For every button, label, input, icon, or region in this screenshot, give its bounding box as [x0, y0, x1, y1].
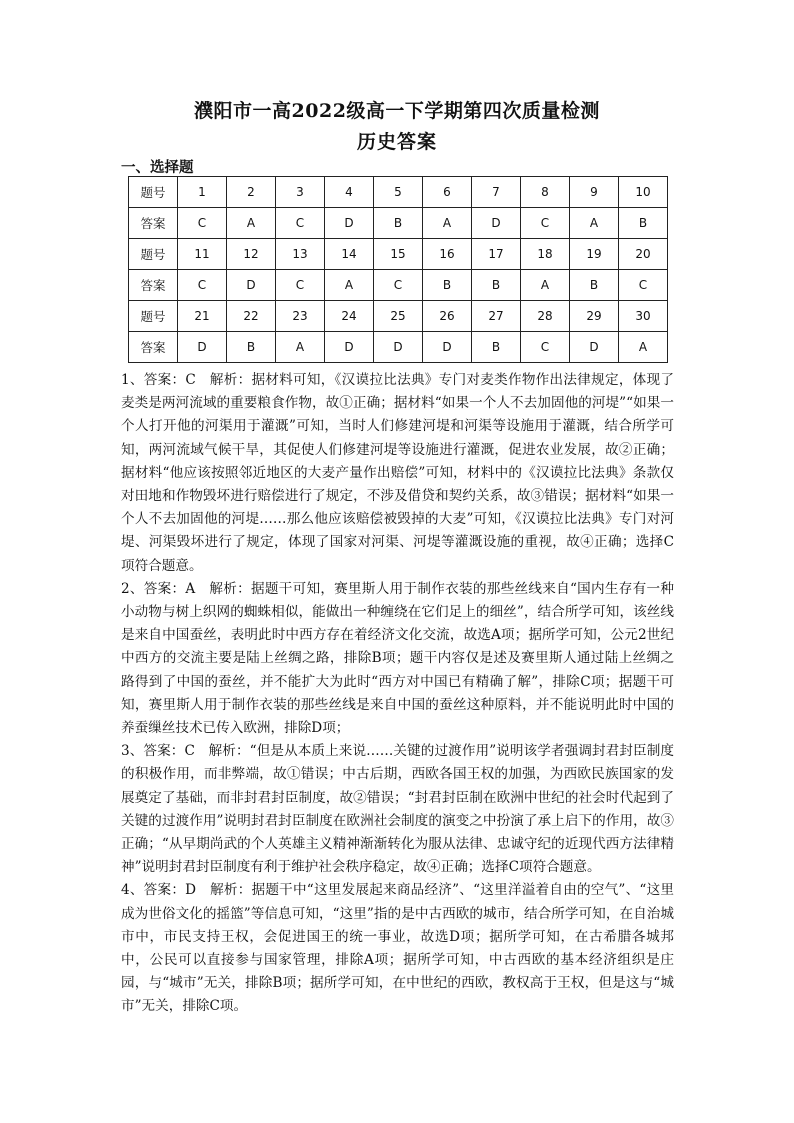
answer-cell: C	[619, 270, 668, 301]
question-number-cell: 13	[276, 239, 325, 270]
row-label: 题号	[129, 177, 178, 208]
question-number-cell: 26	[423, 301, 472, 332]
answer-cell: D	[178, 332, 227, 363]
question-number-cell: 7	[472, 177, 521, 208]
answer-cell: D	[227, 270, 276, 301]
question-number-cell: 15	[374, 239, 423, 270]
question-number-cell: 12	[227, 239, 276, 270]
answer-cell: C	[374, 270, 423, 301]
answer-cell: D	[325, 208, 374, 239]
question-number-cell: 20	[619, 239, 668, 270]
table-row	[129, 332, 668, 363]
table-row	[129, 239, 668, 270]
section-heading: 一、选择题	[121, 159, 194, 176]
question-number-cell: 11	[178, 239, 227, 270]
explanations	[121, 369, 674, 1019]
answer-cell: C	[178, 270, 227, 301]
answer-cell: B	[423, 270, 472, 301]
answer-cell: B	[472, 270, 521, 301]
question-number-cell: 17	[472, 239, 521, 270]
answer-cell: D	[423, 332, 472, 363]
table-row	[129, 301, 668, 332]
answer-cell: C	[521, 332, 570, 363]
question-number-cell: 29	[570, 301, 619, 332]
row-label: 答案	[129, 208, 178, 239]
answer-cell: C	[276, 270, 325, 301]
answer-cell: B	[472, 332, 521, 363]
row-label: 答案	[129, 270, 178, 301]
question-number-cell: 9	[570, 177, 619, 208]
question-number-cell: 5	[374, 177, 423, 208]
row-label: 答案	[129, 332, 178, 363]
answer-cell: C	[178, 208, 227, 239]
answer-cell: D	[325, 332, 374, 363]
question-number-cell: 1	[178, 177, 227, 208]
question-number-cell: 3	[276, 177, 325, 208]
answer-cell: A	[619, 332, 668, 363]
answer-cell: D	[570, 332, 619, 363]
question-number-cell: 6	[423, 177, 472, 208]
answer-cell: A	[423, 208, 472, 239]
table-row	[129, 208, 668, 239]
question-number-cell: 25	[374, 301, 423, 332]
document-title: 濮阳市一高2022级高一下学期第四次质量检测	[194, 100, 600, 122]
answer-cell: D	[374, 332, 423, 363]
explanation-4: 4、答案：D 解析：据题干中“这里发展起来商品经济”、“这里洋溢着自由的空气”、“这里成为世俗文化的摇篮”等信息可知，“这里”指的是中古西欧的城市，结合所学可知，在自治城市中，市民支持王权，会促进国王的统一事业，故选D项；据所学可知，在古希腊各城邦中，公民可以直接参与国家管理，排除A项；据所学可知，中古西欧的基本经济组织是庄园，与“城市”无关，排除B项；据所学可知，在中世纪的西欧，教权高于王权，但是这与“城市”无关，排除C项。	[121, 882, 674, 1015]
question-number-cell: 2	[227, 177, 276, 208]
answer-cell: D	[472, 208, 521, 239]
question-number-cell: 19	[570, 239, 619, 270]
question-number-cell: 24	[325, 301, 374, 332]
question-number-cell: 21	[178, 301, 227, 332]
answer-table	[128, 176, 668, 363]
question-number-cell: 27	[472, 301, 521, 332]
document-subtitle: 历史答案	[356, 131, 437, 153]
question-number-cell: 8	[521, 177, 570, 208]
table-row	[129, 270, 668, 301]
explanation-2: 2、答案：A 解析：据题干可知，赛里斯人用于制作衣装的那些丝线来自“国内生存有一种小动物与树上织网的蜘蛛相似，能做出一种缠绕在它们足上的细丝”，结合所学可知，该丝线是来自中国蚕丝，表明此时中西方存在着经济文化交流，故选A项；据所学可知，公元2世纪中西方的交流主要是陆上丝绸之路，排除B项；题干内容仅是述及赛里斯人通过陆上丝绸之路得到了中国的蚕丝，并不能扩大为此时“西方对中国已有精确了解”，排除C项；据题干可知，赛里斯人用于制作衣装的那些丝线是来自中国的蚕丝这种原料，并不能说明此时中国的养蚕缫丝技术已传入欧洲，排除D项；	[121, 580, 674, 737]
question-number-cell: 22	[227, 301, 276, 332]
question-number-cell: 18	[521, 239, 570, 270]
question-number-cell: 10	[619, 177, 668, 208]
answer-cell: A	[276, 332, 325, 363]
answer-cell: B	[374, 208, 423, 239]
answer-cell: B	[619, 208, 668, 239]
answer-cell: A	[325, 270, 374, 301]
question-number-cell: 16	[423, 239, 472, 270]
question-number-cell: 30	[619, 301, 668, 332]
answer-cell: C	[521, 208, 570, 239]
question-number-cell: 14	[325, 239, 374, 270]
question-number-cell: 23	[276, 301, 325, 332]
row-label: 题号	[129, 239, 178, 270]
answer-cell: B	[570, 270, 619, 301]
answer-cell: A	[570, 208, 619, 239]
table-row	[129, 177, 668, 208]
question-number-cell: 28	[521, 301, 570, 332]
answer-cell: A	[521, 270, 570, 301]
answer-cell: C	[276, 208, 325, 239]
question-number-cell: 4	[325, 177, 374, 208]
row-label: 题号	[129, 301, 178, 332]
answer-cell: B	[227, 332, 276, 363]
explanation-3: 3、答案：C 解析：“但是从本质上来说……关键的过渡作用”说明该学者强调封君封臣制度的积极作用，而非弊端，故①错误；中古后期，西欧各国王权的加强，为西欧民族国家的发展奠定了基础，而非封君封臣制度，故②错误；“封君封臣制在欧洲中世纪的社会时代起到了关键的过渡作用”说明封君封臣制度在欧洲社会制度的演变之中扮演了承上启下的作用，故③正确；“从早期尚武的个人英雄主义精神渐渐转化为服从法律、忠诚守纪的近现代西方法律精神”说明封君封臣制度有利于维护社会秩序稳定，故④正确；选择C项符合题意。	[121, 743, 674, 876]
answer-cell: A	[227, 208, 276, 239]
explanation-1: 1、答案：C 解析：据材料可知，《汉谟拉比法典》专门对麦类作物作出法律规定，体现了麦类是两河流域的重要粮食作物，故①正确；据材料“如果一个人不去加固他的河堤”“如果一个人打开他的河渠用于灌溉”可知，当时人们修建河堤和河渠等设施用于灌溉，结合所学可知，两河流域气候干旱，其促使人们修建河堤等设施进行灌溉，促进农业发展，故②正确；据材料“他应该按照邻近地区的大麦产量作出赔偿”可知，材料中的《汉谟拉比法典》条款仅对田地和作物毁坏进行赔偿进行了规定，不涉及借贷和契约关系，故③错误；据材料“如果一个人不去加固他的河堤……那么他应该赔偿被毁掉的大麦”可知，《汉谟拉比法典》专门对河堤、河渠毁坏进行了规定，体现了国家对河渠、河堤等灌溉设施的重视，故④正确；选择C项符合题意。	[121, 372, 674, 574]
